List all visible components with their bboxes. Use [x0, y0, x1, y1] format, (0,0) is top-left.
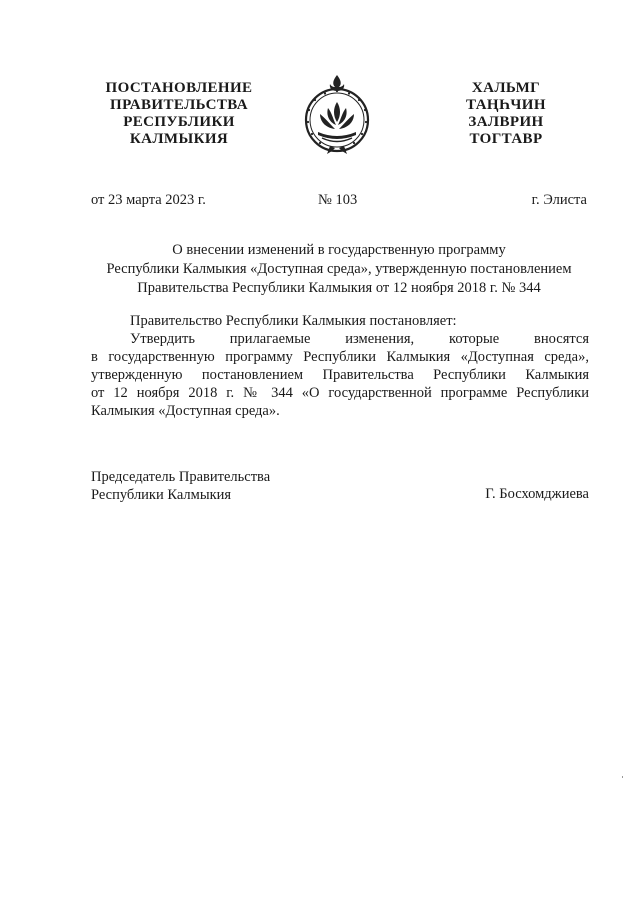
- header-right-line: ЗАЛВРИН: [468, 114, 544, 130]
- signer-position-line: Республики Калмыкия: [91, 487, 232, 503]
- body-line: Утвердить прилагаемые изменения, которые вносятся: [130, 331, 589, 347]
- header-left-line: РЕСПУБЛИКИ: [123, 114, 235, 130]
- body-line: утвержденную постановлением Правительства Республики Калмыкия: [91, 367, 589, 383]
- header-russian-title: [96, 80, 262, 148]
- body-paragraph: [91, 330, 589, 420]
- scan-artifact: [622, 776, 623, 778]
- title-line: Правительства Республики Калмыкия от 12 ноября 2018 г. № 344: [137, 280, 541, 296]
- header-kalmyk-title: [446, 80, 566, 148]
- intro-paragraph: Правительство Республики Калмыкия постановляет:: [130, 313, 457, 329]
- document-number: № 103: [318, 192, 358, 208]
- header-right-line: ХАЛЬМГ: [471, 80, 541, 96]
- body-line: от 12 ноября 2018 г. № 344 «О государственной программе Республики: [91, 385, 589, 401]
- body-line: в государственную программу Республики Калмыкия «Доступная среда»,: [91, 349, 589, 365]
- header-right-line: ТОГТАВР: [469, 131, 543, 147]
- document-title: [91, 241, 587, 298]
- header-left-line: КАЛМЫКИЯ: [129, 131, 229, 147]
- title-line: О внесении изменений в государственную программу: [172, 242, 506, 258]
- body-line: Калмыкия «Доступная среда».: [91, 403, 280, 419]
- signer-position: [91, 468, 270, 504]
- document-city: г. Элиста: [531, 192, 587, 208]
- kalmykia-coat-of-arms-icon: [302, 72, 372, 158]
- document-date: от 23 марта 2023 г.: [91, 192, 206, 208]
- signer-position-line: Председатель Правительства: [91, 469, 271, 485]
- title-line: Республики Калмыкия «Доступная среда», утвержденную постановлением: [106, 261, 572, 277]
- header-left-line: ПРАВИТЕЛЬСТВА: [110, 97, 248, 113]
- header-left-line: ПОСТАНОВЛЕНИЕ: [105, 80, 253, 96]
- header-right-line: ТАҢҺЧИН: [466, 97, 546, 113]
- signer-name: Г. Босхомджиева: [485, 486, 589, 502]
